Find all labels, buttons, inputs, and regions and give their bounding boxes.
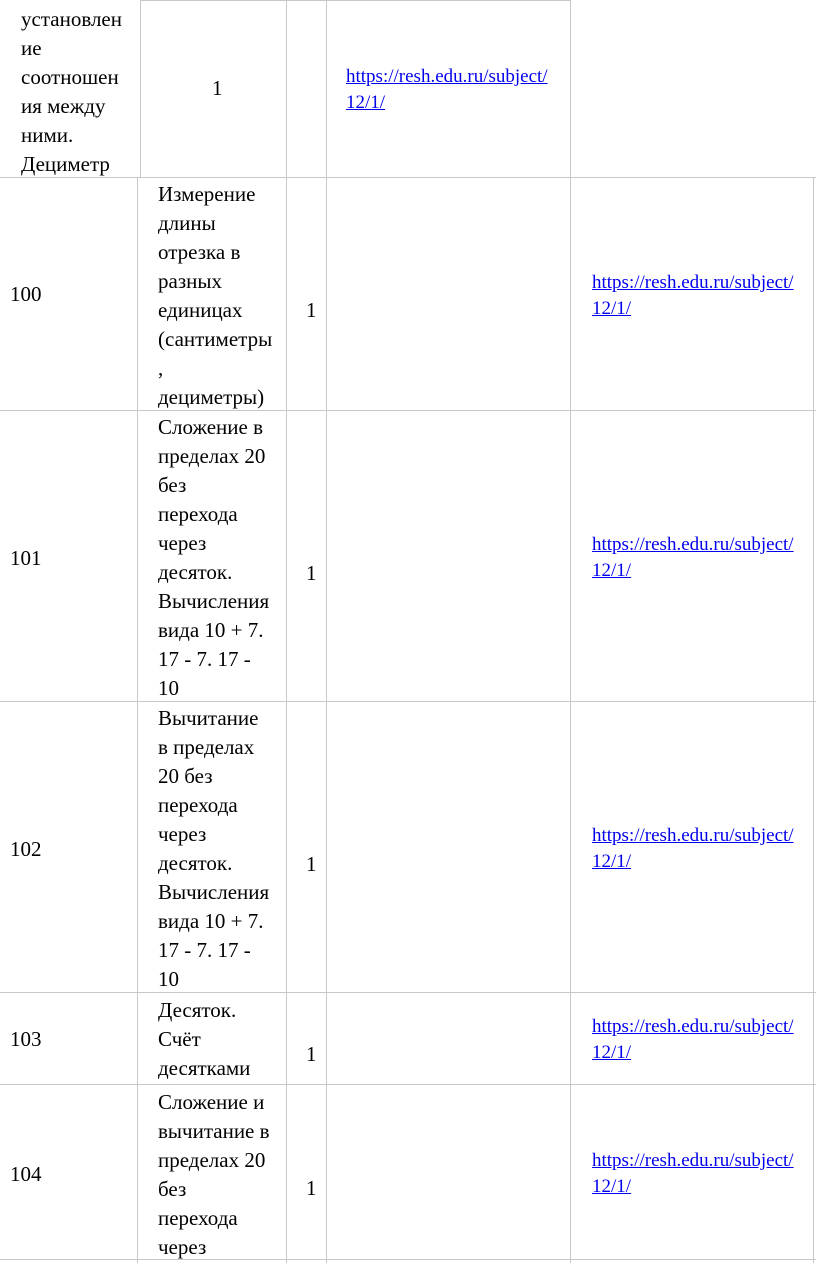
topic-cell: Вычитание в пределах 20 без перехода через десяток. Вычисления вида 10 + 7. 17 - 7. 17 - 10 <box>158 706 270 991</box>
hours-cell: 1 <box>306 1042 317 1066</box>
topic-cell: Измерение длины отрезка в разных единицах (сантиметры , дециметры) <box>158 182 273 409</box>
column-divider <box>137 177 138 1263</box>
hours-cell: 1 <box>212 76 223 100</box>
resource-link[interactable]: https://resh.edu.ru/subject/ 12/1/ <box>592 825 794 872</box>
column-divider <box>286 0 287 1263</box>
resource-link[interactable]: https://resh.edu.ru/subject/ 12/1/ <box>346 66 548 113</box>
row-divider <box>0 1084 816 1085</box>
row-divider <box>0 992 816 993</box>
resource-link[interactable]: https://resh.edu.ru/subject/ 12/1/ <box>592 272 794 319</box>
topic-cell: Десяток. Счёт десятками <box>158 998 251 1080</box>
row-divider <box>140 0 571 1</box>
resource-link[interactable]: https://resh.edu.ru/subject/ 12/1/ <box>592 1150 794 1197</box>
lesson-number: 101 <box>10 546 42 570</box>
column-divider <box>570 0 571 1263</box>
topic-cell: Сложение и вычитание в пределах 20 без перехода через <box>158 1090 270 1259</box>
topic-cell: установлен ие соотношен ия между ними. Дециметр <box>21 7 122 176</box>
lesson-number: 100 <box>10 282 42 306</box>
row-divider <box>0 701 816 702</box>
hours-cell: 1 <box>306 561 317 585</box>
lesson-number: 103 <box>10 1027 42 1051</box>
lesson-number: 102 <box>10 837 42 861</box>
column-divider <box>813 177 814 1263</box>
resource-link[interactable]: https://resh.edu.ru/subject/ 12/1/ <box>592 1016 794 1063</box>
hours-cell: 1 <box>306 852 317 876</box>
column-divider <box>140 0 141 177</box>
column-divider <box>326 0 327 1263</box>
lesson-number: 104 <box>10 1162 42 1186</box>
row-divider <box>0 1259 816 1260</box>
topic-cell: Сложение в пределах 20 без перехода через десяток. Вычисления вида 10 + 7. 17 - 7. 17 - 10 <box>158 415 270 700</box>
resource-link[interactable]: https://resh.edu.ru/subject/ 12/1/ <box>592 534 794 581</box>
row-divider <box>0 410 816 411</box>
hours-cell: 1 <box>306 298 317 322</box>
hours-cell: 1 <box>306 1176 317 1200</box>
